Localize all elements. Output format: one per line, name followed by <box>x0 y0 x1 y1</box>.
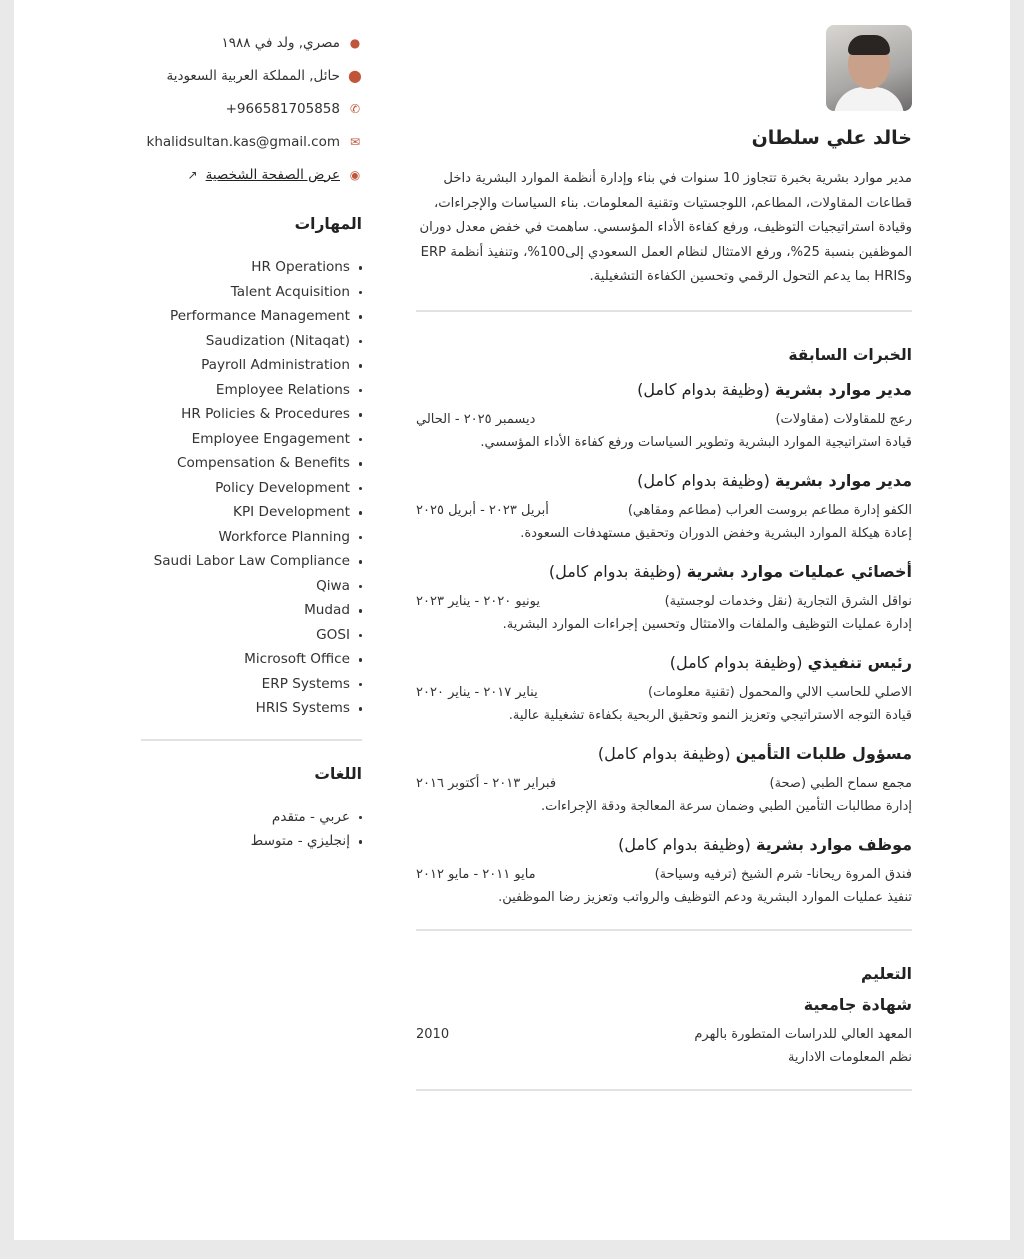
contact-email <box>141 125 362 158</box>
job-type: (وظيفة بدوام كامل) <box>618 834 751 854</box>
contact-location <box>141 59 362 92</box>
main-column <box>416 25 912 1111</box>
profile-photo <box>826 25 912 111</box>
candidate-name: خالد علي سلطان <box>751 127 912 149</box>
job-entry <box>416 744 912 818</box>
skill-item: Saudi Labor Law Compliance <box>141 549 362 574</box>
job-role: أخصائي عمليات موارد بشرية <box>686 561 912 581</box>
education-year: 2010 <box>416 1026 450 1042</box>
skill-item: HRIS Systems <box>141 696 362 721</box>
major: نظم المعلومات الادارية <box>787 1049 912 1065</box>
skill-item: Compensation & Benefits <box>141 451 362 476</box>
languages-heading: اللغات <box>314 764 362 783</box>
resume-page <box>14 0 1010 1240</box>
external-link-icon: ↗ <box>187 167 198 182</box>
job-dates: أبريل ٢٠٢٣ - أبريل ٢٠٢٥ <box>416 502 549 518</box>
skill-item: Policy Development <box>141 476 362 501</box>
job-company: الكفو إدارة مطاعم بروست العراب (مطاعم ومقاهي) <box>627 502 912 518</box>
job-role: مدير موارد بشرية <box>774 470 912 490</box>
job-entry <box>416 562 912 636</box>
job-entry <box>416 471 912 545</box>
job-title <box>416 744 912 763</box>
education-meta <box>416 1024 912 1046</box>
language-item: إنجليزي - متوسط <box>141 829 362 854</box>
job-type: (وظيفة بدوام كامل) <box>637 470 770 490</box>
job-dates: ديسمبر ٢٠٢٥ - الحالي <box>416 411 536 427</box>
job-dates: مايو ٢٠١١ - مايو ٢٠١٢ <box>416 866 536 882</box>
skill-item: Saudization (Nitaqat) <box>141 329 362 354</box>
skill-item: Workforce Planning <box>141 525 362 550</box>
job-meta <box>416 864 912 886</box>
job-dates: فبراير ٢٠١٣ - أكتوبر ٢٠١٦ <box>416 775 557 791</box>
divider <box>416 310 912 312</box>
degree: شهادة جامعية <box>803 994 912 1014</box>
skills-list <box>141 255 362 721</box>
job-company: رعج للمقاولات (مقاولات) <box>775 411 912 427</box>
experience-list <box>416 380 912 909</box>
job-description: قيادة استراتيجية الموارد البشرية وتطوير السياسات ورفع كفاءة الأداء المؤسسي. <box>480 434 912 450</box>
phone-text[interactable]: +966581705858 <box>225 100 340 117</box>
mail-icon: ✉ <box>349 134 361 149</box>
skill-item: Employee Relations <box>141 378 362 403</box>
profile-logo-icon: ◉ <box>349 167 361 182</box>
job-entry <box>416 380 912 454</box>
profile-link[interactable]: عرض الصفحة الشخصية <box>205 166 340 183</box>
job-description: قيادة التوجه الاستراتيجي وتعزيز النمو وتحقيق الربحية بكفاءة تشغيلية عالية. <box>508 707 912 723</box>
job-description: تنفيذ عمليات الموارد البشرية ودعم التوظيف والرواتب وتعزيز رضا الموظفين. <box>498 889 912 905</box>
job-title <box>416 653 912 672</box>
education-heading: التعليم <box>860 964 912 983</box>
skill-item: ERP Systems <box>141 672 362 697</box>
job-meta <box>416 409 912 431</box>
job-title <box>416 835 912 854</box>
job-role: مسؤول طلبات التأمين <box>735 743 912 763</box>
job-type: (وظيفة بدوام كامل) <box>548 561 682 581</box>
skill-item: Talent Acquisition <box>141 280 362 305</box>
job-role: موظف موارد بشرية <box>756 834 912 854</box>
sidebar <box>141 26 362 854</box>
location-text: حائل, المملكة العربية السعودية <box>166 67 340 84</box>
contact-phone <box>141 92 362 125</box>
skills-heading: المهارات <box>294 215 362 233</box>
skill-item: HR Operations <box>141 255 362 280</box>
nationality-text: مصري, ولد في ١٩٨٨ <box>221 34 340 51</box>
summary: مدير موارد بشرية بخبرة تتجاوز 10 سنوات في بناء وإدارة أنظمة الموارد البشرية داخل قطاعات المقاولات، المطاعم، اللوجستيات وتقنية المعلومات. بناء السياسات والإجراءات، وقيادة استراتيجيات التوظيف، ورفع كفاءة الأداء المؤسسي. ساهمت في خفض معدل دوران الموظفين بنسبة 25%، ورفع الامتثال لنظام العمل السعودي إلى100%، وتنفيذ أنظمة ERP وHRIS بما يدعم التحول الرقمي وتحسين الكفاءة التشغيلية. <box>419 171 912 284</box>
divider <box>416 1089 912 1091</box>
experience-heading: الخبرات السابقة <box>788 345 912 364</box>
job-description: إعادة هيكلة الموارد البشرية وخفض الدوران وتحقيق مستهدفات السعودة. <box>520 525 912 541</box>
location-pin-icon: ⬤ <box>348 68 362 83</box>
skill-item: Payroll Administration <box>141 353 362 378</box>
skill-item: Performance Management <box>141 304 362 329</box>
phone-icon: ✆ <box>349 101 361 116</box>
skill-item: Employee Engagement <box>141 427 362 452</box>
job-title <box>416 471 912 490</box>
job-role: رئيس تنفيذي <box>807 652 912 672</box>
job-title <box>416 562 912 581</box>
job-company: الاصلي للحاسب الالي والمحمول (تقنية معلومات) <box>648 684 912 700</box>
job-company: فندق المروة ريحانا- شرم الشيخ (ترفيه وسياحة) <box>654 866 912 882</box>
skill-item: Mudad <box>141 598 362 623</box>
institute: المعهد العالي للدراسات المتطورة بالهرم <box>694 1026 912 1042</box>
job-meta <box>416 591 912 613</box>
contact-profile <box>141 158 362 191</box>
divider <box>416 929 912 931</box>
job-entry <box>416 653 912 727</box>
skill-item: Qiwa <box>141 574 362 599</box>
skill-item: GOSI <box>141 623 362 648</box>
email-link[interactable]: khalidsultan.kas@gmail.com <box>146 133 340 150</box>
divider <box>141 739 362 741</box>
job-meta <box>416 773 912 795</box>
user-icon: ● <box>349 35 361 50</box>
skill-item: HR Policies & Procedures <box>141 402 362 427</box>
skill-item: KPI Development <box>141 500 362 525</box>
languages-list <box>141 805 362 854</box>
job-description: إدارة مطالبات التأمين الطبي وضمان سرعة المعالجة ودقة الإجراءات. <box>540 798 912 814</box>
job-type: (وظيفة بدوام كامل) <box>597 743 731 763</box>
job-meta <box>416 500 912 522</box>
job-company: نواقل الشرق التجارية (نقل وخدمات لوجستية) <box>664 593 912 609</box>
skill-item: Microsoft Office <box>141 647 362 672</box>
contact-nationality <box>141 26 362 59</box>
job-type: (وظيفة بدوام كامل) <box>637 379 770 399</box>
job-description: إدارة عمليات التوظيف والملفات والامتثال وتحسين إجراءات الموارد البشرية. <box>502 616 912 632</box>
job-meta <box>416 682 912 704</box>
job-dates: يونيو ٢٠٢٠ - يناير ٢٠٢٣ <box>416 593 540 609</box>
job-role: مدير موارد بشرية <box>774 379 912 399</box>
job-company: مجمع سماح الطبي (صحة) <box>769 775 912 791</box>
job-type: (وظيفة بدوام كامل) <box>669 652 803 672</box>
language-item: عربي - متقدم <box>141 805 362 830</box>
job-dates: يناير ٢٠١٧ - يناير ٢٠٢٠ <box>416 684 538 700</box>
job-entry <box>416 835 912 909</box>
job-title <box>416 380 912 399</box>
